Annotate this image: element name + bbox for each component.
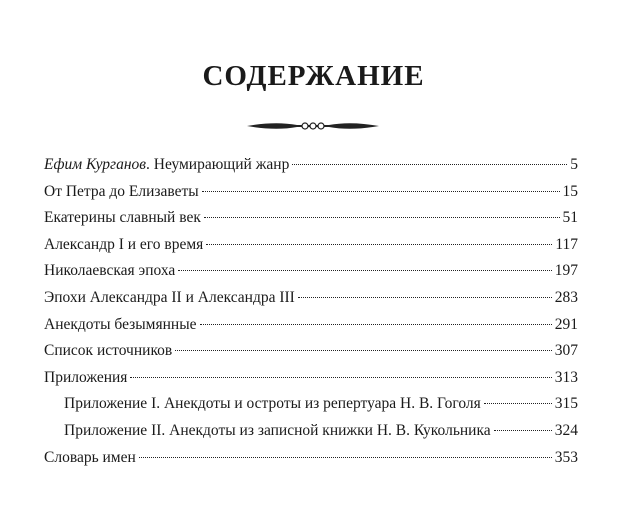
toc-subentry[interactable] [44,422,578,449]
toc-entry[interactable] [44,369,578,396]
dot-leader [175,350,551,351]
dot-leader [139,457,552,458]
toc-entry-page: 307 [554,342,578,360]
dot-leader [206,244,552,245]
dot-leader [204,217,560,218]
toc-entry-title [44,156,289,174]
toc-entry-label: Приложения [44,368,128,386]
toc-entry[interactable] [44,316,578,343]
toc-entry-label: Екатерины славный век [44,209,201,227]
toc-entry-page: 283 [554,288,578,306]
toc-subentry[interactable] [44,395,578,422]
toc-entry-label: Александр I и его время [44,235,204,253]
dot-leader [298,297,552,298]
page-title: СОДЕРЖАНИЕ [202,60,425,92]
toc-entry-author: Ефим Курганов [44,156,147,173]
toc-entry[interactable] [44,289,578,316]
toc-entry[interactable] [44,342,578,369]
toc-entry[interactable] [44,262,578,289]
toc-entry-label: . Неумирающий жанр [146,156,290,173]
dot-leader [292,164,567,165]
toc-entry-label: Словарь имен [44,448,136,466]
dot-leader [130,377,551,378]
toc-entry[interactable] [44,449,578,476]
toc-entry-label: Эпохи Александра II и Александра III [44,288,295,306]
toc-entry-page: 353 [554,448,578,466]
toc-entry-label: Анекдоты безымянные [44,315,197,333]
toc-entry[interactable] [44,209,578,236]
toc-entry-page: 51 [562,209,578,227]
toc-entry-page: 324 [554,421,578,439]
toc-entry-label: Приложение II. Анекдоты из записной книжки Н. В. Кукольника [64,421,491,439]
dot-leader [200,324,552,325]
table-of-contents [44,156,578,475]
dot-leader [484,403,552,404]
dot-leader [178,270,551,271]
toc-entry[interactable] [44,183,578,210]
toc-entry-page: 315 [554,395,578,413]
toc-entry[interactable] [44,236,578,263]
toc-entry-page: 197 [554,262,578,280]
toc-entry-label: Приложение I. Анекдоты и остроты из репертуара Н. В. Гоголя [64,395,481,413]
toc-entry-label: Список источников [44,342,173,360]
toc-entry-label: Николаевская эпоха [44,262,176,280]
dot-leader [494,430,552,431]
toc-entry[interactable] [44,156,578,183]
toc-entry-page: 5 [570,156,578,173]
toc-entry-page: 291 [554,315,578,333]
toc-entry-page: 15 [562,182,578,200]
toc-entry-page: 313 [554,368,578,386]
toc-entry-page: 117 [555,235,578,253]
dot-leader [202,191,560,192]
ornament-divider-icon [245,118,381,134]
toc-entry-label: От Петра до Елизаветы [44,182,199,200]
